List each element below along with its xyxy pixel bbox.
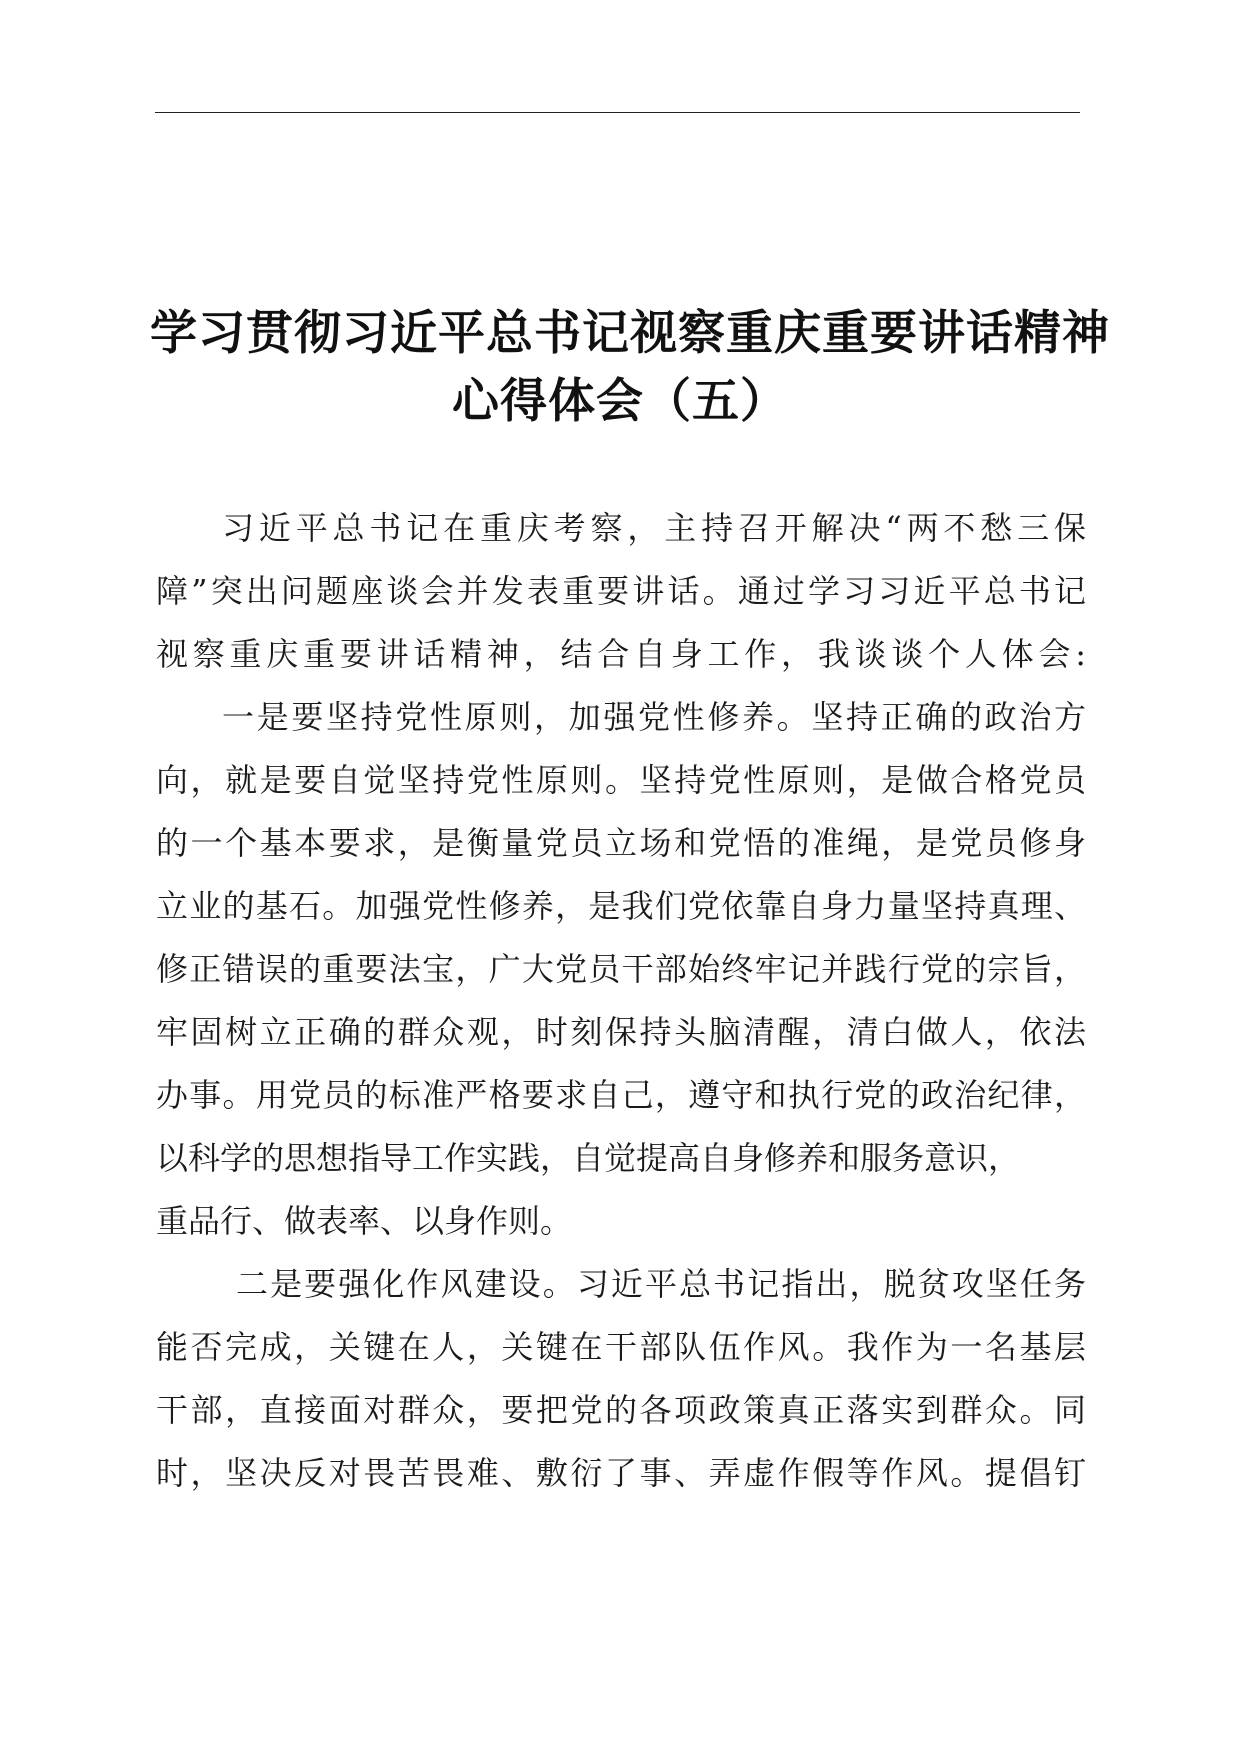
body-line: 立业的基石。加强党性修养，是我们党依靠自身力量坚持真理、 [156,887,1086,925]
document-title [150,300,1110,436]
title-line-2: 心得体会（五） [452,374,788,429]
body-line: 习近平总书记在重庆考察，主持召开解决“两不愁三保 [222,509,1086,547]
body-line: 向，就是要自觉坚持党性原则。坚持党性原则，是做合格党员 [156,761,1086,799]
body-line: 视察重庆重要讲话精神，结合自身工作，我谈谈个人体会: [156,635,1086,673]
title-line-1: 学习贯彻习近平总书记视察重庆重要讲话精神 [150,306,1110,361]
body-line: 重品行、做表率、以身作则。 [156,1202,573,1240]
body-line: 修正错误的重要法宝，广大党员干部始终牢记并践行党的宗旨， [156,950,1086,988]
body-line: 时，坚决反对畏苦畏难、敷衍了事、弄虚作假等作风。提倡钉 [156,1454,1086,1492]
body-line: 能否完成，关键在人，关键在干部队伍作风。我作为一名基层 [156,1328,1086,1366]
body-line: 障”突出问题座谈会并发表重要讲话。通过学习习近平总书记 [156,572,1086,610]
body-line: 办事。用党员的标准严格要求自己，遵守和执行党的政治纪律， [156,1076,1086,1114]
body-line: 一是要坚持党性原则，加强党性修养。坚持正确的政治方 [222,698,1086,736]
body-line: 以科学的思想指导工作实践，自觉提高自身修养和服务意识， [156,1139,1021,1177]
header-rule [155,112,1080,113]
body-line: 牢固树立正确的群众观，时刻保持头脑清醒，清白做人，依法 [156,1013,1086,1051]
body-line: 的一个基本要求，是衡量党员立场和党悟的准绳，是党员修身 [156,824,1086,862]
body-line: 二是要强化作风建设。习近平总书记指出，脱贫攻坚任务 [236,1265,1086,1303]
body-line: 干部，直接面对群众，要把党的各项政策真正落实到群众。同 [156,1391,1086,1429]
document-body [156,497,1086,1505]
